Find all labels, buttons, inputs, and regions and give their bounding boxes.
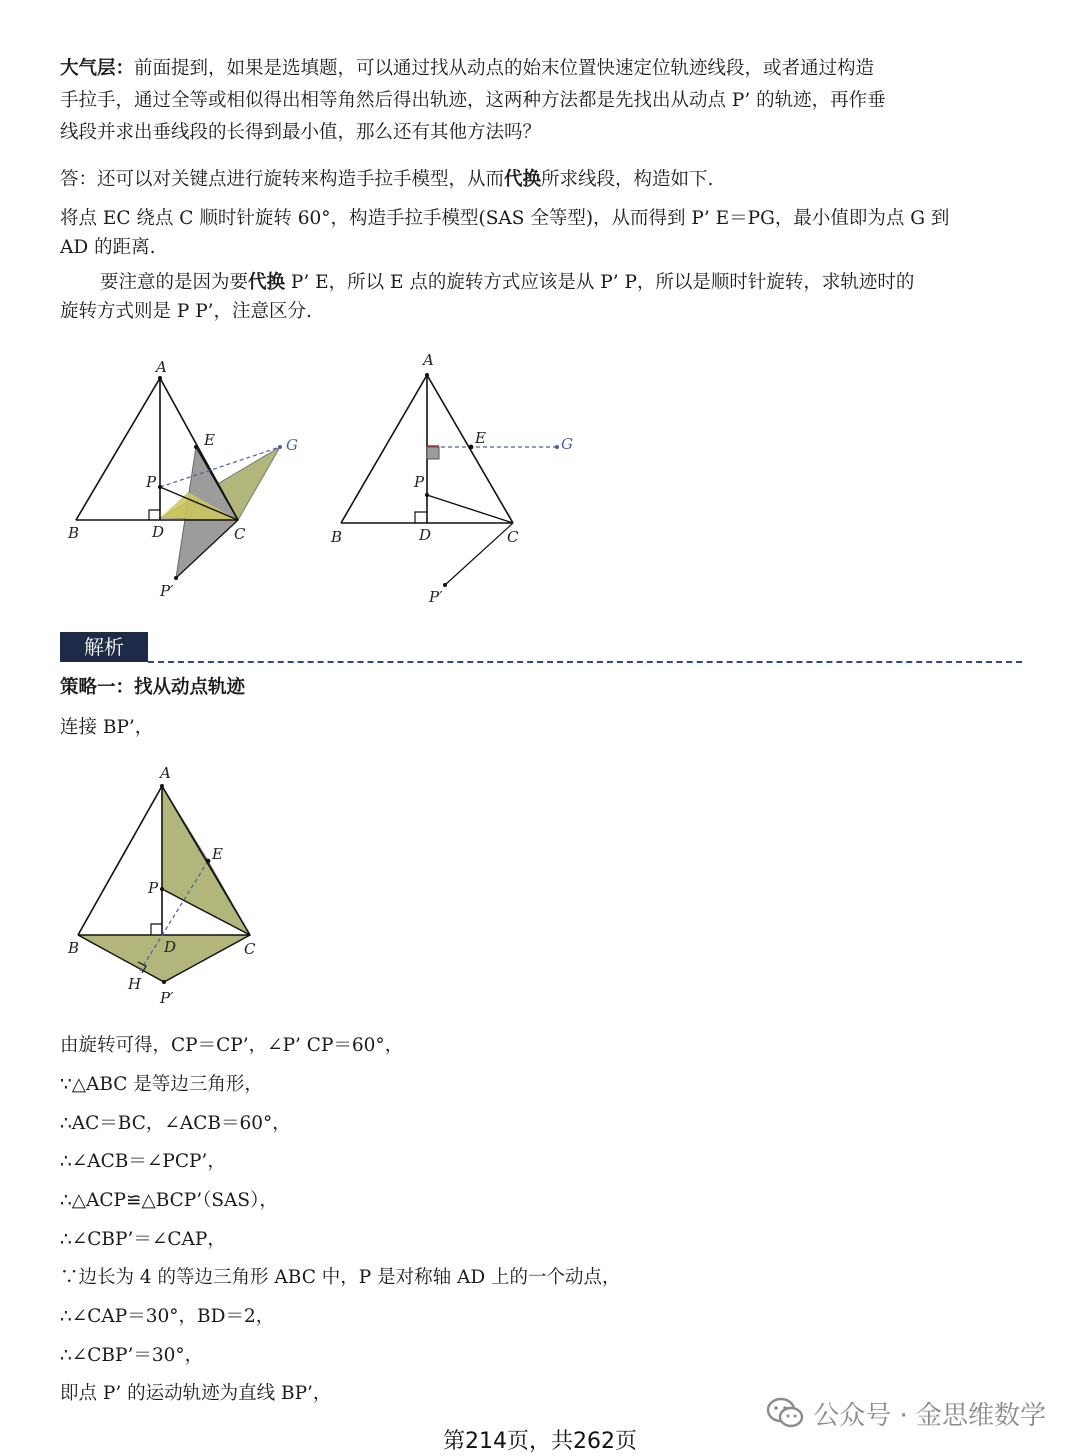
proof-line: ∵边长为 4 的等边三角形 ABC 中，P 是对称轴 AD 上的一个动点， [60, 1267, 621, 1288]
proof-line: ∴∠CBP’＝∠CAP， [60, 1229, 226, 1250]
fig2-label-E: E [475, 429, 486, 447]
fig1-label-C: C [234, 525, 246, 543]
rotation-line-2: AD 的距离. [60, 237, 156, 258]
fig3-label-P: P [148, 879, 159, 897]
fig1-label-P: P [146, 473, 157, 491]
figure-rotation-left [60, 350, 320, 610]
note-line-2: 旋转方式则是 P P’，注意区分. [60, 301, 312, 322]
section-dashed-rule [148, 661, 1022, 663]
fig1-label-B: B [68, 524, 80, 542]
fig2-right-angle-box [427, 447, 439, 459]
fig3-label-A: A [160, 764, 171, 782]
fig3-label-B: B [68, 939, 80, 957]
fig3-label-H: H [128, 975, 142, 993]
page-footer: 第214页，共262页 [443, 1429, 637, 1454]
strategy-title: 策略一：找从动点轨迹 [60, 677, 246, 698]
fig1-label-A: A [156, 358, 167, 376]
figure-rotation-right [325, 345, 595, 610]
fig3-label-E: E [212, 845, 223, 863]
note-paragraph [60, 268, 1022, 326]
fig3-label-C: C [244, 940, 256, 958]
watermark-text: 公众号 · 金思维数学 [813, 1400, 1046, 1431]
proof-line: ∵△ABC 是等边三角形， [60, 1074, 263, 1095]
answer-prefix: 答：还可以对关键点进行旋转来构造手拉手模型，从而 [60, 169, 505, 190]
fig2-label-D: D [419, 526, 432, 544]
note-prefix: 要注意的是因为要 [100, 272, 249, 293]
figure-strategy-one [60, 760, 280, 1015]
fig1-label-G: G [286, 436, 298, 454]
note-line-1-suffix: P’ E，所以 E 点的旋转方式应该是从 P’ P，所以是顺时针旋转，求轨迹时的 [285, 272, 915, 293]
analysis-section-header [60, 630, 1022, 666]
proof-line: ∴AC＝BC，∠ACB＝60°， [60, 1113, 291, 1134]
answer-bold: 代换 [504, 169, 542, 190]
intro-label: 大气层： [60, 58, 135, 79]
fig2-label-P: P [414, 473, 425, 491]
intro-line-2: 手拉手，通过全等或相似得出相等角然后得出轨迹，这两种方法都是先找出从动点 P’ 的轨迹，再作垂 [60, 90, 886, 111]
fig2-label-G: G [561, 435, 573, 453]
fig3-label-Pprime: P′ [160, 989, 174, 1007]
fig3-label-D: D [164, 938, 177, 956]
proof-line: 由旋转可得，CP＝CP’，∠P’ CP＝60°， [60, 1035, 404, 1056]
intro-line-1: 前面提到，如果是选填题，可以通过找从动点的始末位置快速定位轨迹线段，或者通过构造 [134, 58, 875, 79]
note-bold: 代换 [248, 272, 286, 293]
fig1-label-E: E [204, 431, 215, 449]
fig1-label-D: D [152, 523, 165, 541]
proof-line: 即点 P’ 的运动轨迹为直线 BP’， [60, 1383, 332, 1404]
proof-line: ∴∠CBP’＝30°， [60, 1345, 204, 1366]
fig2-label-A: A [423, 351, 434, 369]
intro-line-3: 线段并求出垂线段的长得到最小值，那么还有其他方法吗？ [60, 122, 542, 143]
fig2-label-B: B [331, 528, 343, 546]
answer-suffix: 所求线段，构造如下. [541, 169, 714, 190]
rotation-line-1: 将点 EC 绕点 C 顺时针旋转 60°，构造手拉手模型(SAS 全等型)，从而得到 P’ E＝PG，最小值即为点 G 到 [60, 208, 950, 229]
intro-paragraph [60, 53, 1022, 149]
proof-line: ∴△ACP≌△BCP’（SAS）， [60, 1190, 278, 1211]
proof-line: ∴∠CAP＝30°，BD＝2， [60, 1306, 275, 1327]
fig2-label-C: C [507, 528, 519, 546]
analysis-section-title: 解析 [60, 632, 148, 662]
connect-line: 连接 BP’， [60, 717, 154, 738]
answer-paragraph [60, 164, 1022, 196]
fig2-label-Pprime: P′ [429, 588, 443, 606]
proof-line: ∴∠ACB＝∠PCP’， [60, 1151, 226, 1172]
fig1-label-Pprime: P′ [160, 582, 174, 600]
rotation-paragraph [60, 204, 1022, 262]
